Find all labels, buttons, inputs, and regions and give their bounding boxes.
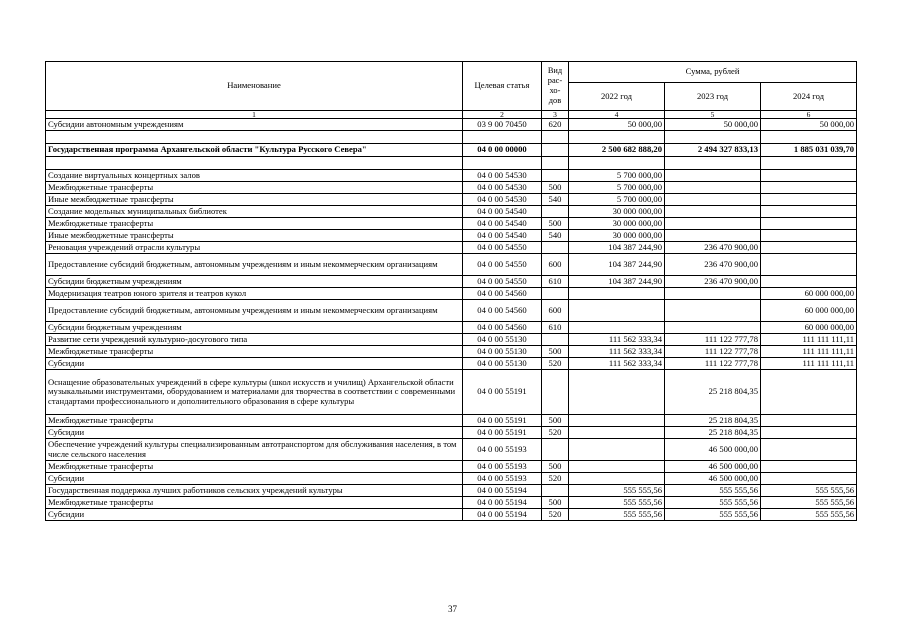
row-sum-2023 (665, 322, 761, 334)
row-target-article: 04 0 00 55130 (463, 358, 542, 370)
header-name: Наименование (46, 62, 463, 111)
row-sum-2023 (665, 182, 761, 194)
row-target-article (463, 131, 542, 144)
row-sum-2022 (569, 473, 665, 485)
page-number: 37 (448, 604, 457, 614)
row-sum-2022: 555 555,56 (569, 497, 665, 509)
row-name: Субсидии автономным учреждениям (46, 119, 463, 131)
row-sum-2022 (569, 461, 665, 473)
row-target-article: 04 0 00 54550 (463, 254, 542, 276)
row-sum-2023: 111 122 777,78 (665, 346, 761, 358)
row-expense-type (542, 131, 569, 144)
row-sum-2022 (569, 300, 665, 322)
table-row (46, 182, 857, 194)
row-sum-2022 (569, 415, 665, 427)
row-sum-2024: 60 000 000,00 (761, 322, 857, 334)
row-name: Субсидии (46, 509, 463, 521)
row-target-article: 04 0 00 54530 (463, 182, 542, 194)
row-sum-2022: 104 387 244,90 (569, 276, 665, 288)
row-name: Государственная поддержка лучших работников сельских учреждений культуры (46, 485, 463, 497)
row-target-article: 04 0 00 55194 (463, 509, 542, 521)
row-sum-2022 (569, 439, 665, 461)
row-sum-2024 (761, 170, 857, 182)
row-expense-type (542, 370, 569, 415)
row-sum-2024 (761, 439, 857, 461)
row-name: Оснащение образовательных учреждений в сфере культуры (школ искусств и училищ) Архангельской области музыкальными инструментами, оборудованием и материалами для творчества в соответствии с современными стандартами профессионального и дополнительного образования в сфере культуры (46, 370, 463, 415)
row-sum-2023: 50 000,00 (665, 119, 761, 131)
row-sum-2022 (569, 427, 665, 439)
row-expense-type: 600 (542, 254, 569, 276)
row-name (46, 131, 463, 144)
row-sum-2024 (761, 415, 857, 427)
table-row (46, 346, 857, 358)
row-sum-2022: 5 700 000,00 (569, 194, 665, 206)
row-sum-2024: 555 555,56 (761, 497, 857, 509)
row-expense-type (542, 144, 569, 157)
row-target-article: 04 0 00 54530 (463, 194, 542, 206)
row-expense-type: 540 (542, 194, 569, 206)
row-expense-type: 520 (542, 473, 569, 485)
table-row (46, 461, 857, 473)
row-sum-2024: 111 111 111,11 (761, 358, 857, 370)
table-row (46, 194, 857, 206)
row-name: Межбюджетные трансферты (46, 461, 463, 473)
row-expense-type (542, 206, 569, 218)
header-sum: Сумма, рублей (569, 62, 857, 83)
row-sum-2024: 50 000,00 (761, 119, 857, 131)
header-year-2023: 2023 год (665, 83, 761, 111)
table-row (46, 206, 857, 218)
row-target-article: 04 0 00 55194 (463, 497, 542, 509)
row-sum-2024: 555 555,56 (761, 509, 857, 521)
row-expense-type: 520 (542, 509, 569, 521)
row-expense-type: 520 (542, 427, 569, 439)
row-sum-2023 (665, 218, 761, 230)
row-target-article: 04 0 00 54560 (463, 300, 542, 322)
row-sum-2022 (569, 157, 665, 170)
row-expense-type: 500 (542, 497, 569, 509)
index-cell: 2 (463, 111, 542, 119)
blank-row (46, 131, 857, 144)
row-sum-2022: 111 562 333,34 (569, 346, 665, 358)
row-name (46, 157, 463, 170)
row-sum-2024 (761, 276, 857, 288)
row-name: Создание виртуальных концертных залов (46, 170, 463, 182)
table-row (46, 427, 857, 439)
row-sum-2023: 111 122 777,78 (665, 334, 761, 346)
table-row (46, 370, 857, 415)
row-sum-2022: 5 700 000,00 (569, 182, 665, 194)
row-expense-type: 500 (542, 415, 569, 427)
row-sum-2024: 111 111 111,11 (761, 346, 857, 358)
row-sum-2023: 25 218 804,35 (665, 370, 761, 415)
table-row (46, 254, 857, 276)
table-row (46, 276, 857, 288)
row-expense-type (542, 288, 569, 300)
row-sum-2024 (761, 194, 857, 206)
row-sum-2022: 104 387 244,90 (569, 254, 665, 276)
row-sum-2024 (761, 254, 857, 276)
row-target-article: 04 0 00 55193 (463, 473, 542, 485)
table-row (46, 300, 857, 322)
row-target-article: 04 0 00 55191 (463, 370, 542, 415)
row-sum-2023: 46 500 000,00 (665, 439, 761, 461)
row-sum-2024: 555 555,56 (761, 485, 857, 497)
row-expense-type: 500 (542, 346, 569, 358)
row-expense-type: 500 (542, 218, 569, 230)
row-target-article: 04 0 00 55191 (463, 427, 542, 439)
row-sum-2024 (761, 230, 857, 242)
index-cell: 1 (46, 111, 463, 119)
row-target-article: 04 0 00 54560 (463, 322, 542, 334)
row-sum-2022: 30 000 000,00 (569, 230, 665, 242)
row-sum-2023: 555 555,56 (665, 509, 761, 521)
index-cell: 6 (761, 111, 857, 119)
table-row (46, 485, 857, 497)
row-name: Иные межбюджетные трансферты (46, 194, 463, 206)
row-sum-2023: 236 470 900,00 (665, 242, 761, 254)
table-row (46, 497, 857, 509)
row-sum-2023: 46 500 000,00 (665, 473, 761, 485)
row-sum-2022: 111 562 333,34 (569, 358, 665, 370)
row-target-article: 04 0 00 00000 (463, 144, 542, 157)
table-row (46, 509, 857, 521)
row-name: Предоставление субсидий бюджетным, автономным учреждениям и иным некоммерческим организациям (46, 300, 463, 322)
row-target-article: 04 0 00 54550 (463, 276, 542, 288)
row-name: Обеспечение учреждений культуры специализированным автотранспортом для обслуживания населения, в том числе сельского населения (46, 439, 463, 461)
row-target-article (463, 157, 542, 170)
row-sum-2023: 111 122 777,78 (665, 358, 761, 370)
table-row (46, 288, 857, 300)
row-name: Предоставление субсидий бюджетным, автономным учреждениям и иным некоммерческим организациям (46, 254, 463, 276)
row-sum-2023: 25 218 804,35 (665, 415, 761, 427)
budget-table (45, 61, 857, 521)
row-sum-2023: 236 470 900,00 (665, 276, 761, 288)
row-expense-type: 540 (542, 230, 569, 242)
row-sum-2024 (761, 157, 857, 170)
row-sum-2024 (761, 206, 857, 218)
row-sum-2023: 2 494 327 833,13 (665, 144, 761, 157)
row-sum-2023: 236 470 900,00 (665, 254, 761, 276)
row-sum-2023 (665, 288, 761, 300)
row-sum-2022: 104 387 244,90 (569, 242, 665, 254)
row-expense-type (542, 439, 569, 461)
row-expense-type: 610 (542, 276, 569, 288)
row-expense-type: 500 (542, 182, 569, 194)
row-sum-2024: 111 111 111,11 (761, 334, 857, 346)
table-row (46, 230, 857, 242)
row-name: Межбюджетные трансферты (46, 218, 463, 230)
table-row (46, 439, 857, 461)
row-target-article: 04 0 00 54550 (463, 242, 542, 254)
row-name: Межбюджетные трансферты (46, 346, 463, 358)
row-sum-2022: 5 700 000,00 (569, 170, 665, 182)
row-sum-2022 (569, 288, 665, 300)
row-target-article: 04 0 00 55193 (463, 439, 542, 461)
row-sum-2023 (665, 170, 761, 182)
row-target-article: 04 0 00 55194 (463, 485, 542, 497)
table-row (46, 144, 857, 157)
row-name: Межбюджетные трансферты (46, 415, 463, 427)
header-target-article: Целевая статья (463, 62, 542, 111)
row-sum-2023 (665, 300, 761, 322)
row-name: Субсидии (46, 427, 463, 439)
table-row (46, 242, 857, 254)
table-row (46, 358, 857, 370)
row-target-article: 04 0 00 55130 (463, 346, 542, 358)
row-sum-2023: 46 500 000,00 (665, 461, 761, 473)
row-sum-2022: 111 562 333,34 (569, 334, 665, 346)
row-sum-2023: 25 218 804,35 (665, 427, 761, 439)
header-index-row (46, 111, 857, 119)
row-sum-2023 (665, 194, 761, 206)
row-target-article: 04 0 00 54540 (463, 230, 542, 242)
row-sum-2022: 2 500 682 888,20 (569, 144, 665, 157)
row-name: Государственная программа Архангельской области "Культура Русского Севера" (46, 144, 463, 157)
row-target-article: 04 0 00 54540 (463, 206, 542, 218)
row-sum-2023 (665, 206, 761, 218)
row-name: Создание модельных муниципальных библиотек (46, 206, 463, 218)
index-cell: 5 (665, 111, 761, 119)
row-target-article: 04 0 00 54530 (463, 170, 542, 182)
row-name: Субсидии бюджетным учреждениям (46, 276, 463, 288)
row-sum-2024 (761, 427, 857, 439)
table-row (46, 334, 857, 346)
header-year-2024: 2024 год (761, 83, 857, 111)
table-row (46, 119, 857, 131)
row-sum-2024: 60 000 000,00 (761, 300, 857, 322)
row-target-article: 04 0 00 54540 (463, 218, 542, 230)
row-target-article: 03 9 00 70450 (463, 119, 542, 131)
row-sum-2024: 60 000 000,00 (761, 288, 857, 300)
row-expense-type (542, 334, 569, 346)
row-name: Иные межбюджетные трансферты (46, 230, 463, 242)
row-target-article: 04 0 00 55193 (463, 461, 542, 473)
row-expense-type: 600 (542, 300, 569, 322)
row-expense-type (542, 242, 569, 254)
row-sum-2022: 30 000 000,00 (569, 206, 665, 218)
row-sum-2024 (761, 473, 857, 485)
row-sum-2024 (761, 218, 857, 230)
row-sum-2024 (761, 242, 857, 254)
row-expense-type: 610 (542, 322, 569, 334)
row-expense-type (542, 157, 569, 170)
row-sum-2022: 555 555,56 (569, 509, 665, 521)
row-sum-2022: 50 000,00 (569, 119, 665, 131)
row-name: Реновация учреждений отрасли культуры (46, 242, 463, 254)
row-name: Субсидии (46, 358, 463, 370)
index-cell: 4 (569, 111, 665, 119)
row-sum-2023: 555 555,56 (665, 485, 761, 497)
table-row (46, 218, 857, 230)
row-sum-2022: 30 000 000,00 (569, 218, 665, 230)
row-name: Межбюджетные трансферты (46, 182, 463, 194)
row-sum-2024 (761, 182, 857, 194)
row-name: Развитие сети учреждений культурно-досугового типа (46, 334, 463, 346)
row-sum-2023 (665, 131, 761, 144)
row-target-article: 04 0 00 54560 (463, 288, 542, 300)
row-name: Субсидии бюджетным учреждениям (46, 322, 463, 334)
header-year-2022: 2022 год (569, 83, 665, 111)
row-name: Модернизация театров юного зрителя и театров кукол (46, 288, 463, 300)
row-sum-2023 (665, 230, 761, 242)
row-sum-2023 (665, 157, 761, 170)
row-sum-2024 (761, 370, 857, 415)
blank-row (46, 157, 857, 170)
index-cell: 3 (542, 111, 569, 119)
row-name: Субсидии (46, 473, 463, 485)
row-sum-2022 (569, 322, 665, 334)
row-expense-type (542, 485, 569, 497)
row-sum-2022: 555 555,56 (569, 485, 665, 497)
row-target-article: 04 0 00 55191 (463, 415, 542, 427)
row-target-article: 04 0 00 55130 (463, 334, 542, 346)
row-sum-2024: 1 885 031 039,70 (761, 144, 857, 157)
row-sum-2022 (569, 131, 665, 144)
row-sum-2023: 555 555,56 (665, 497, 761, 509)
row-expense-type (542, 170, 569, 182)
row-name: Межбюджетные трансферты (46, 497, 463, 509)
row-expense-type: 620 (542, 119, 569, 131)
row-expense-type: 500 (542, 461, 569, 473)
table-row (46, 322, 857, 334)
row-sum-2024 (761, 461, 857, 473)
table-row (46, 170, 857, 182)
row-expense-type: 520 (542, 358, 569, 370)
row-sum-2024 (761, 131, 857, 144)
table-row (46, 415, 857, 427)
header-expense-type: Вид рас- хо- дов (542, 62, 569, 111)
table-row (46, 473, 857, 485)
row-sum-2022 (569, 370, 665, 415)
table-body (46, 119, 857, 521)
